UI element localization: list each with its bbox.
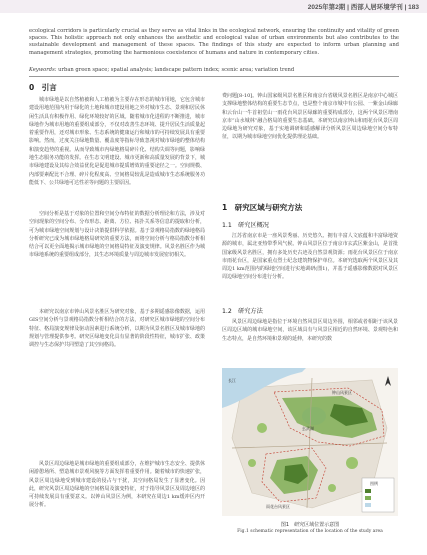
green-patch bbox=[328, 484, 336, 492]
section0-para-3: 本研究以南京市钟山风景名胜区为研究对象，基于多期遥感影像数据，运用GIS空间分析与景观格局指数分析相结合的方法，对研究区城市绿地的空间分布特征、格局演变规律及驱动因素进行系统分析，以期为风景名胜区及城市绿地的规划与管理提供参考。研究区绿地变化具有显著的阶段性特征，城市扩张、政策调控与生态保护共同塑造了其空间格局。 bbox=[29, 309, 205, 349]
divider bbox=[29, 76, 399, 77]
green-patch bbox=[346, 457, 358, 469]
study-area-map bbox=[222, 368, 398, 516]
keywords-label: Keywords: bbox=[29, 67, 57, 73]
green-patch bbox=[248, 459, 256, 467]
map-label-river: 长江 bbox=[228, 378, 236, 383]
legend-swatch-core bbox=[365, 489, 371, 493]
map-label-yuhuatai: 雨花台风景区 bbox=[266, 504, 290, 509]
figure-caption-en: Fig.1 schematic representation of the location of the study area bbox=[237, 529, 383, 534]
section1-title: 1 研究区域与研究方法 bbox=[222, 203, 303, 212]
keywords bbox=[29, 67, 399, 73]
section0-title: 0 引言 bbox=[29, 83, 57, 92]
legend-swatch-water bbox=[365, 503, 371, 507]
right-intro-text: 费问题[8-10]。钟山国家级风景名胜区和南京台省级风景名胜区是南京中心城区支撑绿地整体结构的重要生态节点，也是整个南京市城中有公园、一紫金山绿廊和云台山一牛首祖堂山一雨花台风景区绿廊的重要构成部分，这两个风景区增南京市“山水城林”融合格局的重要生态基础。本研究以南京钟山和雨花台风景区周边绿地为研究对象，基于实地调研和遥感解译分析风景区周边绿地空间分布特征，以期为城市绿地空间优化提供理论基础。 bbox=[222, 93, 398, 141]
section0-para-1: 城市绿地是以自然植被和人工植被为主要存在形态的城市用地，它包含城市建设用地范围内用于绿化的土地和城市建设用地之外对城市生态、景观和居民休闲生活具有积极作用、绿化环境较好的区域。随着城市化进程的不断推进，城市绿地作为城市用地的重要组成部分，不仅对改善生态环境、提升居民生活质量起着重要作用，还对城市形象、生态系统的健康运行和城市的可持续发展具有重要影响。然而，过度关注绿地数量、覆盖度等指标导致忽视对城市绿地的整体结构和演变趋势的重视。从而导致城市内绿地格局碎片化、结构失调等问题，影响绿地生态服务功能的发挥。在生态文明建设、城市更新和高质量发展的背景下，城市绿地建设及其综合效益优化是促进城市提质增效的重要途径之一。空间规模、内部要素配比不合理、碎片化程度高、空间格局较乱是造成城市生态系统服务功能低下、公共绿地可达性差等问题的主要原因。 bbox=[29, 97, 205, 186]
section0-para-4: 风景区周边绿地是城市绿地的重要组成部分，在维护城市生态安全、提供休闲游憩场所、塑造城市景观风貌等方面发挥着重要作用。随着城市的快速扩张，风景区周边绿地受到城市建设的侵占与干扰，其空间格局发生了显著变化。因此，研究风景区周边绿地的空间格局及演变特征，对于指导风景区及周边地区的可持续发展具有重要意义。以钟山风景区为例，本研究在周边1 km缓冲区内开展分析。 bbox=[29, 461, 205, 509]
abstract-text: ecological corridors is particularly crucial as they serve as vital links in the ecological network, ensuring the continuity and vitality of green spaces. This holistic approach not only enhances the aesthetic and ecological value of urban environments but also contributes to the sustainable development and management of these spaces. The findings of this study are expected to inform urban planning and management strategies, promoting the harmonious coexistence of humans and nature in contemporary cities. bbox=[29, 28, 399, 56]
keywords-text: urban green space; spatial analysis; landscape pattern index; scenic area; variation trend bbox=[58, 67, 295, 73]
subsection-1-1-text: 江苏省南京市是一座风景秀丽、历史悠久、拥有丰富人文底蕴和丰富绿地资源的城市，属北亚热带季风气候。钟山风景区位于南京市玄武区紫金山，是首批国家级风景名胜区，拥有多处历史古迹及自然景观资源；雨花台风景区位于南京市雨花台区，是国家重点烈士纪念建筑物保护单位。本研究选取两个风景区及其周边1 km范围内的绿地空间进行实地调研(图1)，并基于遥感影像数据对风景区周边绿地空间分布进行分析。 bbox=[222, 233, 398, 281]
map-label-lake: 玄武湖 bbox=[302, 426, 314, 431]
map-legend-title: 图例 bbox=[370, 481, 378, 486]
subsection-1-1-title: 1.1 研究区概况 bbox=[222, 222, 269, 229]
section0-para-2: 空间分析是基于对象的位置和空间分布特征的数据分析理论和方法，涉及对空间现象的空间分布、分布形态、距离、方位、拓扑关系等信息的提取和分析，可为城市绿地空间规划与设计决策提供科学依据。基于景观格局指数的绿地格局分析研究已成为城市绿地格局研究的重要方法，而将空间分析与格局指数分析相结合可以更全面地揭示城市绿地的空间格局特征及演变规律。风景名胜区作为城市绿地系统的重要组成部分，其生态环境质量与周边城市发展密切相关。 bbox=[29, 211, 205, 259]
journal-header: 2025年第2期 | 西部人居环境学刊 | 183 bbox=[307, 4, 419, 11]
legend-swatch-green bbox=[365, 496, 371, 500]
figure-caption-zh: 图1 研究区域位置示意图 bbox=[280, 522, 340, 528]
green-patch bbox=[257, 423, 267, 433]
subsection-1-2-text: 风景区周边绿地是指位于环境自然风景区周边外围，相邻或者相距于该风景区周边区域的城市绿地空间，该区域具有与风景区相近的自然环境、景观特色和生态特点，是自然环境和景观的延伸，本研究的数 bbox=[222, 319, 398, 342]
map-label-zhongshan: 钟山风景区 bbox=[332, 390, 352, 395]
subsection-1-2-title: 1.2 研究方法 bbox=[222, 308, 263, 315]
